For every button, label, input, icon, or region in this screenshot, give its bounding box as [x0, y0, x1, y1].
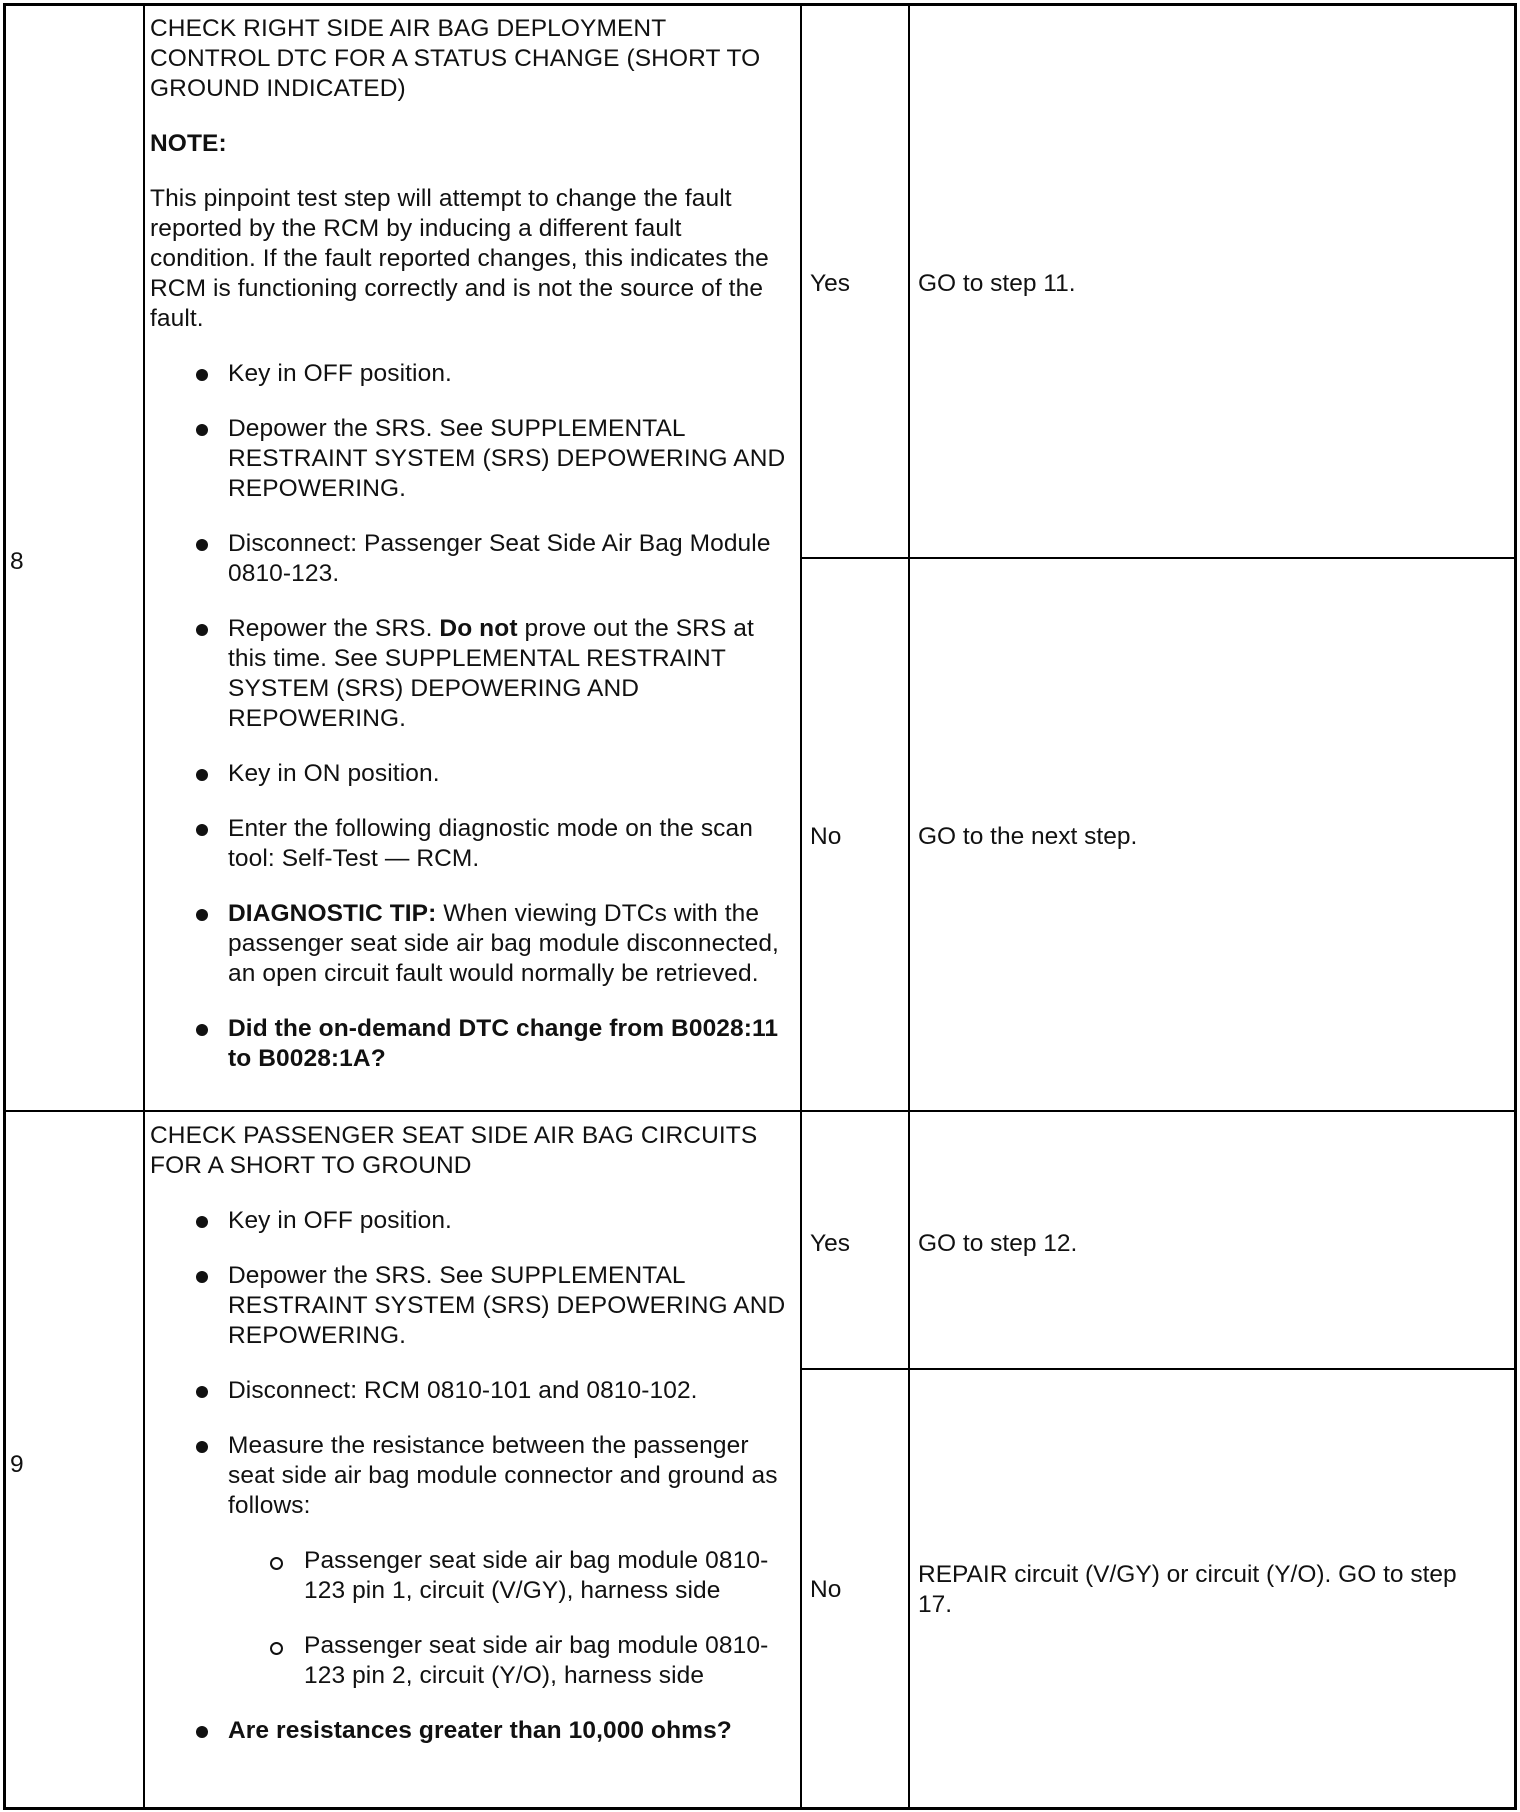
step-title: CHECK RIGHT SIDE AIR BAG DEPLOYMENT CONTROL DTC FOR A STATUS CHANGE (SHORT TO GROUND INDICATED) [150, 15, 761, 102]
bullet-item [150, 759, 792, 789]
table-border-bottom [3, 1807, 1517, 1810]
bullet-text-post: prove out the SRS at this time. See SUPPLEMENTAL RESTRAINT SYSTEM (SRS) DEPOWERING AND REPOWERING. [228, 615, 754, 732]
step-8-instructions [150, 14, 792, 1074]
sub-bullet-text: Passenger seat side air bag module 0810-123 pin 1, circuit (V/GY), harness side [304, 1547, 769, 1604]
bullet-item [150, 1716, 792, 1746]
bullet-text: Key in ON position. [228, 760, 440, 787]
diagnostic-tip-label: DIAGNOSTIC TIP: [228, 900, 437, 927]
yes-label: Yes [810, 1230, 850, 1257]
bullet-item [150, 1014, 792, 1074]
table-border-top [3, 3, 1517, 6]
bullet-text: Key in OFF position. [228, 360, 452, 387]
bullet-text: Measure the resistance between the passenger seat side air bag module connector and ground as follows: [228, 1432, 778, 1519]
bullet-text: Depower the SRS. See SUPPLEMENTAL RESTRAINT SYSTEM (SRS) DEPOWERING AND REPOWERING. [228, 1262, 786, 1349]
sub-bullet-item [150, 1631, 792, 1691]
column-divider-2 [800, 3, 802, 1810]
bullet-text-bold: Do not [439, 615, 518, 642]
bullet-item [150, 1431, 792, 1521]
step-9-instructions [150, 1121, 792, 1746]
bullet-item [150, 1206, 792, 1236]
yes-label: Yes [810, 270, 850, 297]
note-label: NOTE: [150, 130, 227, 157]
column-divider-1 [143, 3, 145, 1810]
row-divider-step9-yes-no [800, 1368, 1516, 1370]
no-label: No [810, 1576, 842, 1603]
bullet-item [150, 614, 792, 734]
row-divider-step8-yes-no [800, 557, 1516, 559]
bullet-item [150, 529, 792, 589]
table-border-right [1514, 3, 1517, 1810]
step-number: 8 [10, 548, 24, 575]
step-8-bullet-list [150, 359, 792, 1074]
yes-action: GO to step 11. [918, 270, 1076, 297]
bullet-text: Enter the following diagnostic mode on the scan tool: Self-Test — RCM. [228, 815, 753, 872]
column-divider-3 [908, 3, 910, 1810]
bullet-item [150, 814, 792, 874]
no-action: GO to the next step. [918, 823, 1138, 850]
step-title: CHECK PASSENGER SEAT SIDE AIR BAG CIRCUITS FOR A SHORT TO GROUND [150, 1122, 758, 1179]
sub-bullet-text: Passenger seat side air bag module 0810-123 pin 2, circuit (Y/O), harness side [304, 1632, 769, 1689]
bullet-item [150, 899, 792, 989]
bullet-item [150, 1376, 792, 1406]
no-label: No [810, 823, 842, 850]
bullet-text: Disconnect: Passenger Seat Side Air Bag Module 0810-123. [228, 530, 771, 587]
bullet-text: Disconnect: RCM 0810-101 and 0810-102. [228, 1377, 698, 1404]
bullet-text-pre: Repower the SRS. [228, 615, 440, 642]
step-9-final-bullet [150, 1716, 792, 1746]
bullet-text: Key in OFF position. [228, 1207, 452, 1234]
note-text: This pinpoint test step will attempt to change the fault reported by the RCM by inducing a different fault condition. If the fault reported changes, this indicates the RCM is functioning correctly and is not the source of the fault. [150, 185, 769, 332]
bullet-item [150, 359, 792, 389]
bullet-item [150, 414, 792, 504]
step-9-sub-bullet-list [150, 1546, 792, 1691]
bullet-item [150, 1261, 792, 1351]
question-text: Are resistances greater than 10,000 ohms? [228, 1717, 732, 1744]
sub-bullet-item [150, 1546, 792, 1606]
bullet-text: Depower the SRS. See SUPPLEMENTAL RESTRAINT SYSTEM (SRS) DEPOWERING AND REPOWERING. [228, 415, 786, 502]
table-border-left [3, 3, 6, 1810]
question-text: Did the on-demand DTC change from B0028:11 to B0028:1A? [228, 1015, 779, 1072]
bullet-text-post: When viewing DTCs with the passenger seat side air bag module disconnected, an open circuit fault would normally be retrieved. [228, 900, 779, 987]
no-action: REPAIR circuit (V/GY) or circuit (Y/O). GO to step 17. [918, 1561, 1457, 1618]
row-divider-steps [3, 1110, 1517, 1112]
step-number: 9 [10, 1451, 24, 1478]
step-9-bullet-list [150, 1206, 792, 1521]
yes-action: GO to step 12. [918, 1230, 1078, 1257]
